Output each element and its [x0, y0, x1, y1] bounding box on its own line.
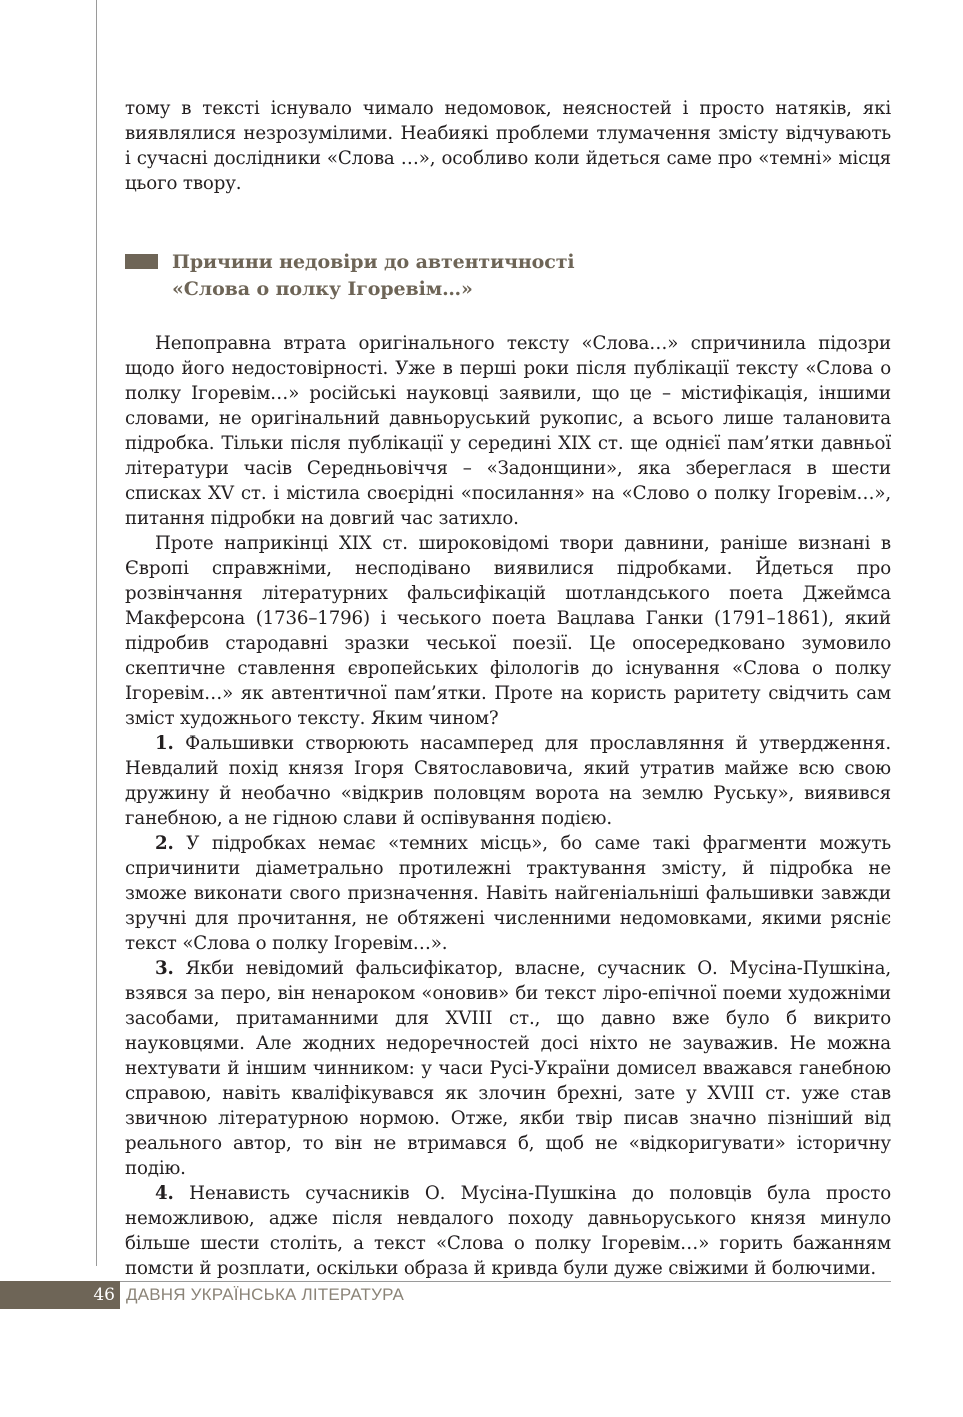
margin-rule	[96, 0, 97, 1266]
point-number: 1.	[155, 733, 174, 754]
point-text: Ненависть сучасників О. Мусіна-Пушкіна до половців була просто неможливою, адже після невдалого походу давньоруського князя минуло більше шести століть, а текст «Слова о полку Ігоревім…» горить бажанням помсти й розплати, оскільки образа й кривда були дуже свіжими й болючими.	[125, 1183, 891, 1279]
heading-marker	[125, 254, 158, 269]
running-title: ДАВНЯ УКРАЇНСЬКА ЛІТЕРАТУРА	[126, 1285, 405, 1304]
point-number: 2.	[155, 833, 174, 854]
point-number: 3.	[155, 958, 174, 979]
numbered-point	[125, 831, 891, 956]
point-number: 4.	[155, 1183, 174, 1204]
paragraph: Проте наприкінці XIX ст. широковідомі твори давнини, раніше визнані в Європі справжніми, несподівано виявилися підробками. Йдеться про розвінчання літературних фальсифікацій шотландського поета Джеймса Макферсона (1736–1796) і чеського поета Вацлава Ганки (1791–1861), який підробив стародавні зразки чеської поезії. Це опосередковано зумовило скептичне ставлення європейських філологів до існування «Слова о полку Ігоревім…» як автентичної пам’ятки. Проте на користь раритету свідчить сам зміст художнього тексту. Яким чином?	[125, 533, 891, 729]
intro-paragraph: тому в тексті існувало чимало недомовок, неясностей і просто натяків, які виявлялися незрозумілими. Неабиякі проблеми тлумачення змісту відчувають і сучасні дослідники «Слова …», особливо коли йдеться саме про «темні» місця цього твору.	[125, 98, 891, 194]
numbered-point	[125, 1181, 891, 1281]
numbered-point	[125, 956, 891, 1181]
point-text: У підробках немає «темних місць», бо саме такі фрагменти можуть спричинити діаметрально протилежні трактування змісту, й підробка не зможе виконати свого призначення. Навіть найгеніальніші фальшивки завжди зручні для прочитання, не обтяжені численними недомовками, якими рясніє текст «Слова о полку Ігоревім…».	[125, 833, 891, 954]
page-number: 46	[0, 1281, 120, 1309]
section-heading	[125, 249, 891, 303]
heading-line-2: «Слова о полку Ігоревім…»	[172, 278, 473, 300]
numbered-point	[125, 731, 891, 831]
section-heading-text	[172, 249, 575, 303]
point-text: Фальшивки створюють насамперед для прославляння й утвердження. Невдалий похід князя Ігоря Святославовича, який утратив майже всю свою дружину й необачно «відкрив половцям ворота на землю Руську», виявився ганебною, а не гідною слави й оспівування подією.	[125, 733, 891, 829]
paragraph: Непоправна втрата оригінального тексту «Слова…» спричинила підозри щодо його недостовірності. Уже в перші роки після публікації тексту «Слова о полку Ігоревім…» російські науковці заявили, що це – містифікація, іншими словами, не оригінальний давньоруський рукопис, а всього лише талановита підробка. Тільки після публікації у середині XIX ст. ще однієї пам’ятки давньої літератури часів Середньовіччя – «Задонщини», яка збереглася в шести списках XV ст. і містила своєрідні «посилання» на «Слово о полку Ігоревім…», питання підробки на довгий час затихло.	[125, 333, 891, 529]
heading-line-1: Причини недовіри до автентичності	[172, 251, 575, 273]
point-text: Якби невідомий фальсифікатор, власне, сучасник О. Мусіна-Пушкіна, взявся за перо, він ненароком «оновив» би текст ліро-епічної поеми художніми засобами, притаманними для XVIII ст., що давно вже було б викрито науковцями. Але жодних недоречностей досі ніхто не зауважив. Не можна нехтувати й іншим чинником: у часи Русі-України домисел вважався ганебною справою, навіть кваліфікувався як злочин брехні, зате у XVIII ст. уже став звичною літературною нормою. Отже, якби твір писав значно пізніший від реального автор, то він не втримався б, щоб не «відкоригувати» історичну подію.	[125, 958, 891, 1179]
page-content	[125, 96, 891, 1281]
